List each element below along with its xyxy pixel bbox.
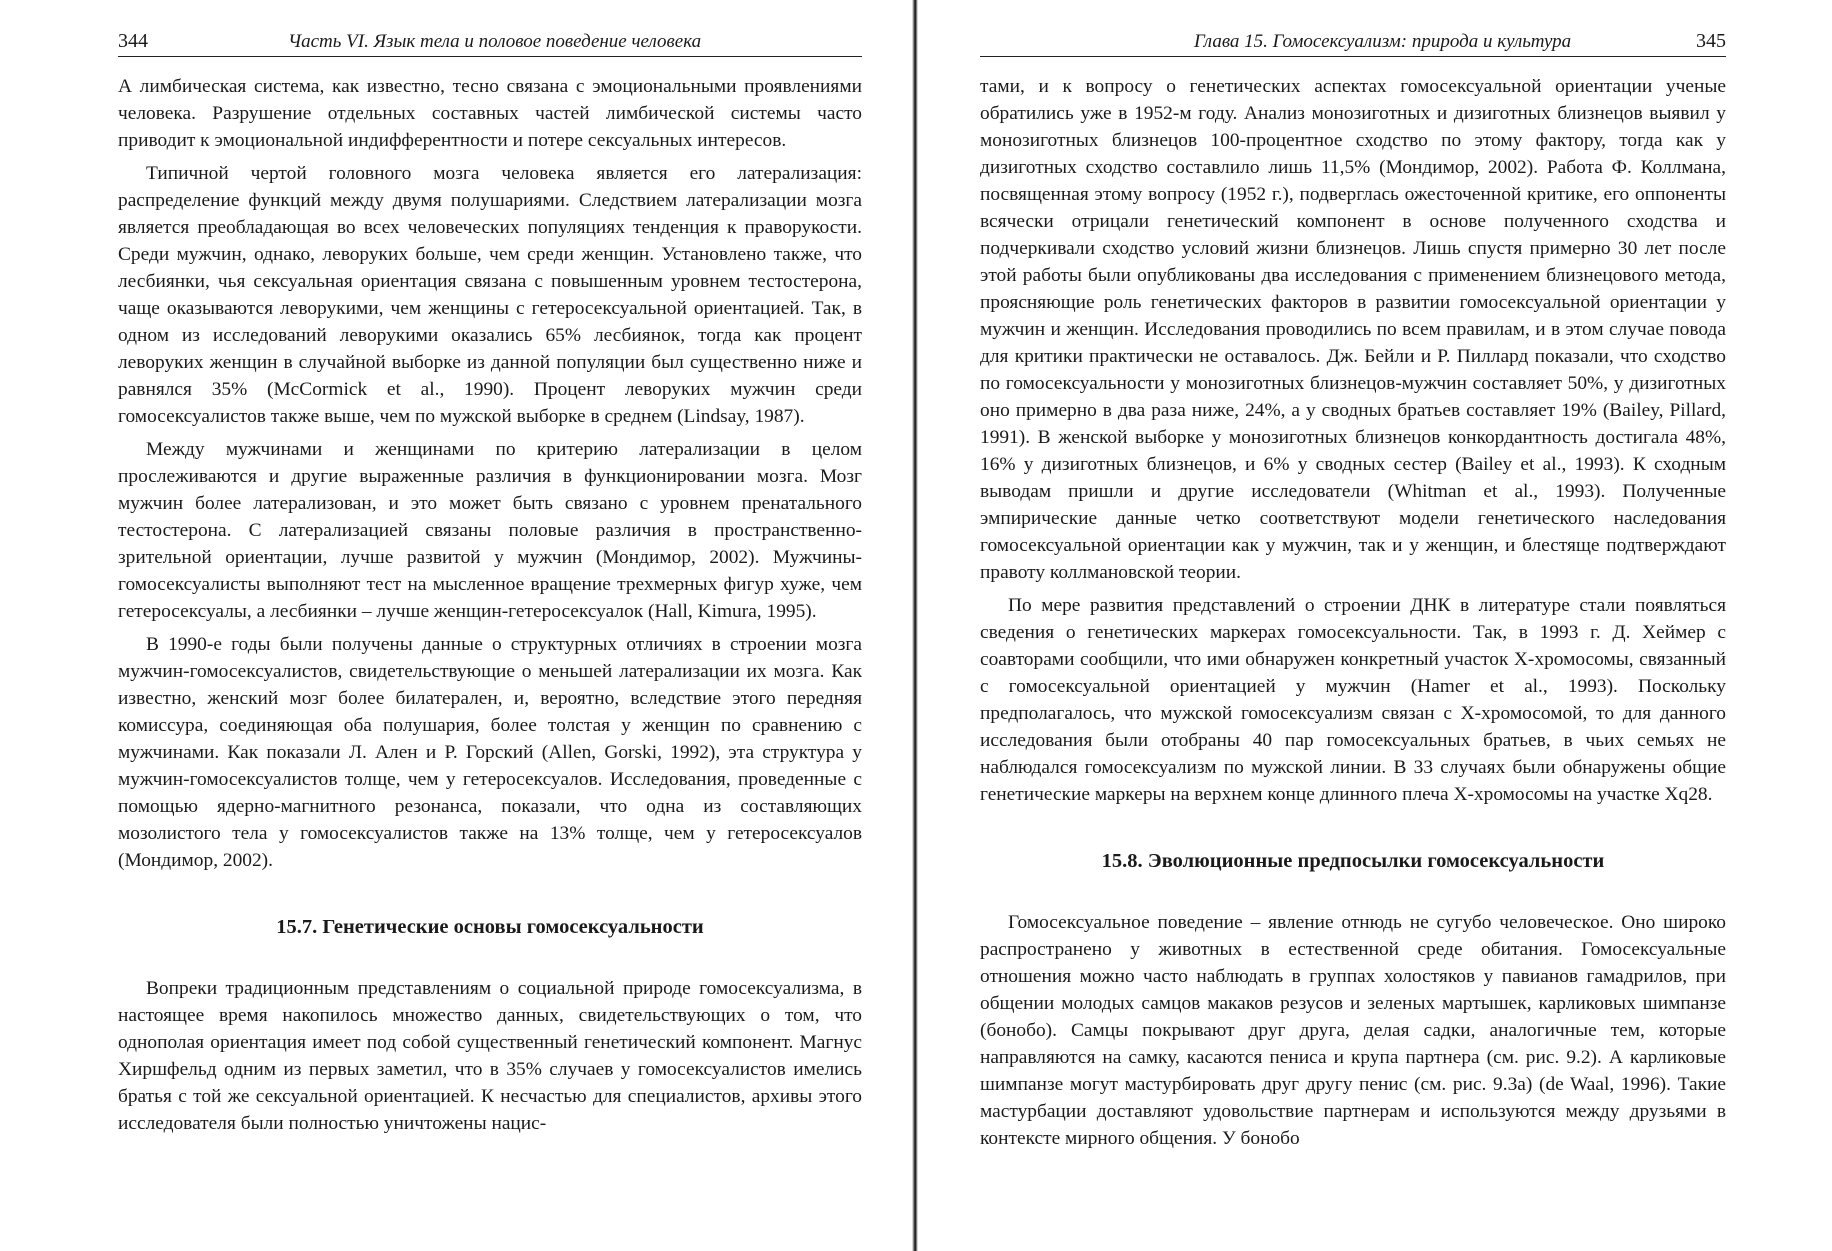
page-number-right: 345: [1696, 30, 1726, 52]
paragraph: В 1990-е годы были получены данные о структурных отличиях в строении мозга мужчин-гомосексуалистов, свидетельствующие о меньшей латерализации их мозга. Как известно, женский мозг более билатерален, и, вероятно, вследствие этого передняя комиссура, соединяющая оба полушария, более толстая у женщин по сравнению с мужчинами. Как показали Л. Ален и Р. Горский (Allen, Gorski, 1992), эта структура у мужчин-гомосексуалистов толще, чем у гетеросексуалов. Исследования, проведенные с помощью ядерно-магнитного резонанса, показали, что одна из составляющих мозолистого тела у гомосексуалистов также на 13% толще, чем у гетеросексуалов (Мондимор, 2002).: [118, 634, 862, 871]
paragraph: Между мужчинами и женщинами по критерию латерализации в целом прослеживаются и другие выраженные различия в функционировании мозга. Мозг мужчин более латерализован, и это может быть связано с уровнем пренатального тестостерона. С латерализацией связаны половые различия в пространственно-зрительной ориентации, лучше развитой у мужчин (Мондимор, 2002). Мужчины-гомосексуалисты выполняют тест на мысленное вращение трехмерных фигур хуже, чем гетеросексуалы, а лесбиянки – лучше женщин-гетеросексуалок (Hall, Kimura, 1995).: [118, 439, 862, 622]
paragraph: А лимбическая система, как известно, тесно связана с эмоциональными проявлениями человека. Разрушение отдельных составных частей лимбической системы часто приводит к эмоциональной индифферентности и потере сексуальных интересов.: [118, 76, 862, 151]
paragraph: тами, и к вопросу о генетических аспектах гомосексуальной ориентации ученые обратились уже в 1952-м году. Анализ монозиготных и дизиготных близнецов выявил у монозиготных близнецов 100-процентное сходство по этому фактору, тогда как у дизиготных сходство составлило лишь 11,5% (Мондимор, 2002). Работа Ф. Коллмана, посвященная этому вопросу (1952 г.), подверглась ожесточенной критике, его оппоненты всячески отрицали генетический компонент в основе полученного сходства и подчеркивали сходство условий жизни близнецов. Лишь спустя примерно 30 лет после этой работы были опубликованы два исследования с применением близнецового метода, проясняющие роль генетических факторов в развитии гомосексуальной ориентации у мужчин и женщин. Исследования проводились по всем правилам, и в этом случае повода для критики практически не оставалось. Дж. Бейли и Р. Пиллард показали, что сходство по гомосексуальности у монозиготных близнецов-мужчин составляет 50%, у дизиготных оно примерно в два раза ниже, 24%, а у сводных братьев составляет 19% (Bailey, Pillard, 1991). В женской выборке у монозиготных близнецов конкордантность достигала 48%, 16% у дизиготных близнецов, и 6% у сводных сестер (Bailey et al., 1993). К сходным выводам пришли и другие исследователи (Whitman et al., 1993). Полученные эмпирические данные четко соответствуют модели генетического наследования гомосексуальной ориентации как у мужчин, так и у женщин, и блестяще подтверждают правоту коллмановской теории.: [980, 76, 1726, 583]
paragraph: Типичной чертой головного мозга человека является его латерализация: распределение функций между двумя полушариями. Следствием латерализации мозга является преобладающая во всех человеческих популяциях тенденция к праворукости. Среди мужчин, однако, леворуких больше, чем среди женщин. Установлено также, что лесбиянки, чья сексуальная ориентация связана с повышенным уровнем тестостерона, чаще оказываются леворукими, чем женщины с гетеросексуальной ориентацией. Так, в одном из исследований леворукими оказались 65% лесбиянок, тогда как процент леворуких женщин в случайной выборке из данной популяции был существенно ниже и равнялся 35% (McCormick et al., 1990). Процент леворуких мужчин среди гомосексуалистов также выше, чем по мужской выборке в среднем (Lindsay, 1987).: [118, 163, 862, 427]
section-heading-15-8: 15.8. Эволюционные предпосылки гомосексуальности: [1101, 850, 1605, 872]
paragraph: Гомосексуальное поведение – явление отнюдь не сугубо человеческое. Оно широко распространено у животных в естественной среде обитания. Гомосексуальные отношения можно часто наблюдать в группах холостяков у павианов гамадрилов, при общении молодых самцов макаков резусов и зеленых мартышек, карликовых шимпанзе (бонобо). Самцы покрывают друг друга, делая садки, аналогичные тем, которые направляются на самку, касаются пениса и крупа партнера (см. рис. 9.2). А карликовые шимпанзе могут мастурбировать друг другу пенис (см. рис. 9.3а) (de Waal, 1996). Такие мастурбации доставляют удовольствие партнерам и используются между друзьями в контексте мирного общения. У бонобо: [980, 912, 1726, 1149]
running-head-title-left: Часть VI. Язык тела и половое поведение человека: [288, 31, 702, 52]
running-head-left: [118, 30, 862, 57]
section-heading-15-7: 15.7. Генетические основы гомосексуальности: [276, 916, 704, 938]
running-head-title-right: Глава 15. Гомосексуализм: природа и культура: [1194, 31, 1572, 52]
paragraph: Вопреки традиционным представлениям о социальной природе гомосексуализма, в настоящее время накопилось множество данных, свидетельствующих о том, что однополая ориентация имеет под собой существенный генетический компонент. Магнус Хиршфельд одним из первых заметил, что в 35% случаев у гомосексуалистов имелись братья с той же сексуальной ориентацией. К несчастью для специалистов, архивы этого исследователя были полностью уничтожены нацис-: [118, 978, 862, 1134]
right-page: [916, 0, 1832, 1251]
running-head-right: [980, 30, 1726, 57]
right-page-body: [980, 73, 1726, 1152]
paragraph: По мере развития представлений о строении ДНК в литературе стали появляться сведения о генетических маркерах гомосексуальности. Так, в 1993 г. Д. Хеймер с соавторами сообщили, что ими обнаружен конкретный участок X-хромосомы, связанный с гомосексуальной ориентацией у мужчин (Hamer et al., 1993). Поскольку предполагалось, что мужской гомосексуализм связан с X-хромосомой, то для данного исследования были отобраны 40 пар гомосексуальных братьев, в чьих семьях не наблюдался гомосексуализм по мужской линии. В 33 случаях были обнаружены общие генетические маркеры на верхнем конце длинного плеча X-хромосомы на участке Xq28.: [980, 595, 1726, 805]
left-page-body: [118, 73, 862, 1137]
page-number-left: 344: [118, 30, 148, 52]
